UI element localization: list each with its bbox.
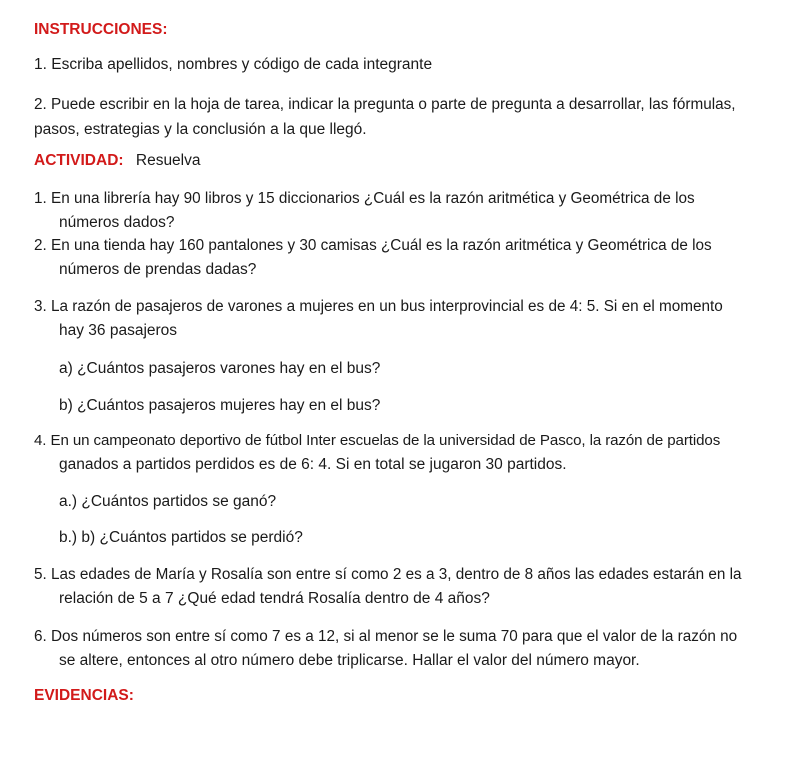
instruction-item-2-cont: pasos, estrategias y la conclusión a la que llegó.	[34, 121, 367, 138]
actividad-label: ACTIVIDAD:	[34, 152, 124, 169]
problem-1-text: 1. En una librería hay 90 libros y 15 diccionarios ¿Cuál es la razón aritmética y Geométrica de los	[34, 190, 695, 207]
problem-6-line-2: se altere, entonces al otro número debe triplicarse. Hallar el valor del número mayor.	[59, 652, 640, 669]
problem-5-line-2: relación de 5 a 7 ¿Qué edad tendrá Rosalía dentro de 4 años?	[59, 590, 490, 607]
problem-3-part-b: b) ¿Cuántos pasajeros mujeres hay en el bus?	[59, 397, 381, 414]
problem-2-line-1: 2. En una tienda hay 160 pantalones y 30 camisas ¿Cuál es la razón aritmética y Geométrica de los	[34, 237, 712, 254]
problem-5-line-1: 5. Las edades de María y Rosalía son entre sí como 2 es a 3, dentro de 8 años las edades estarán en la	[34, 566, 742, 583]
problem-6-line-1: 6. Dos números son entre sí como 7 es a 12, si al menor se le suma 70 para que el valor de la razón no	[34, 628, 738, 645]
problem-3-part-a: a) ¿Cuántos pasajeros varones hay en el bus?	[59, 360, 381, 377]
problem-2-line-2: números de prendas dadas?	[59, 261, 257, 278]
actividad-text: Resuelva	[135, 152, 201, 169]
problem-4-line-2: ganados a partidos perdidos es de 6: 4. Si en total se jugaron 30 partidos.	[59, 456, 567, 473]
instrucciones-heading: INSTRUCCIONES:	[34, 21, 168, 38]
instruction-item-2: 2. Puede escribir en la hoja de tarea, indicar la pregunta o parte de pregunta a desarrollar, las fórmulas,	[34, 96, 736, 113]
problem-1-line-1	[34, 187, 772, 211]
problem-3-line-1: 3. La razón de pasajeros de varones a mujeres en un bus interprovincial es de 4: 5. Si en el momento	[34, 298, 723, 315]
problem-1-line-2: números dados?	[59, 214, 175, 231]
problem-4-part-a: a.) ¿Cuántos partidos se ganó?	[59, 493, 277, 510]
problem-3-line-2: hay 36 pasajeros	[59, 322, 178, 339]
actividad-line	[34, 149, 201, 173]
problem-4-line-1: 4. En un campeonato deportivo de fútbol Inter escuelas de la universidad de Pasco, la razón de partidos	[34, 432, 721, 449]
problem-4-part-b: b.) b) ¿Cuántos partidos se perdió?	[59, 529, 303, 546]
instruction-item-1: 1. Escriba apellidos, nombres y código de cada integrante	[34, 56, 433, 73]
evidencias-heading: EVIDENCIAS:	[34, 687, 134, 704]
